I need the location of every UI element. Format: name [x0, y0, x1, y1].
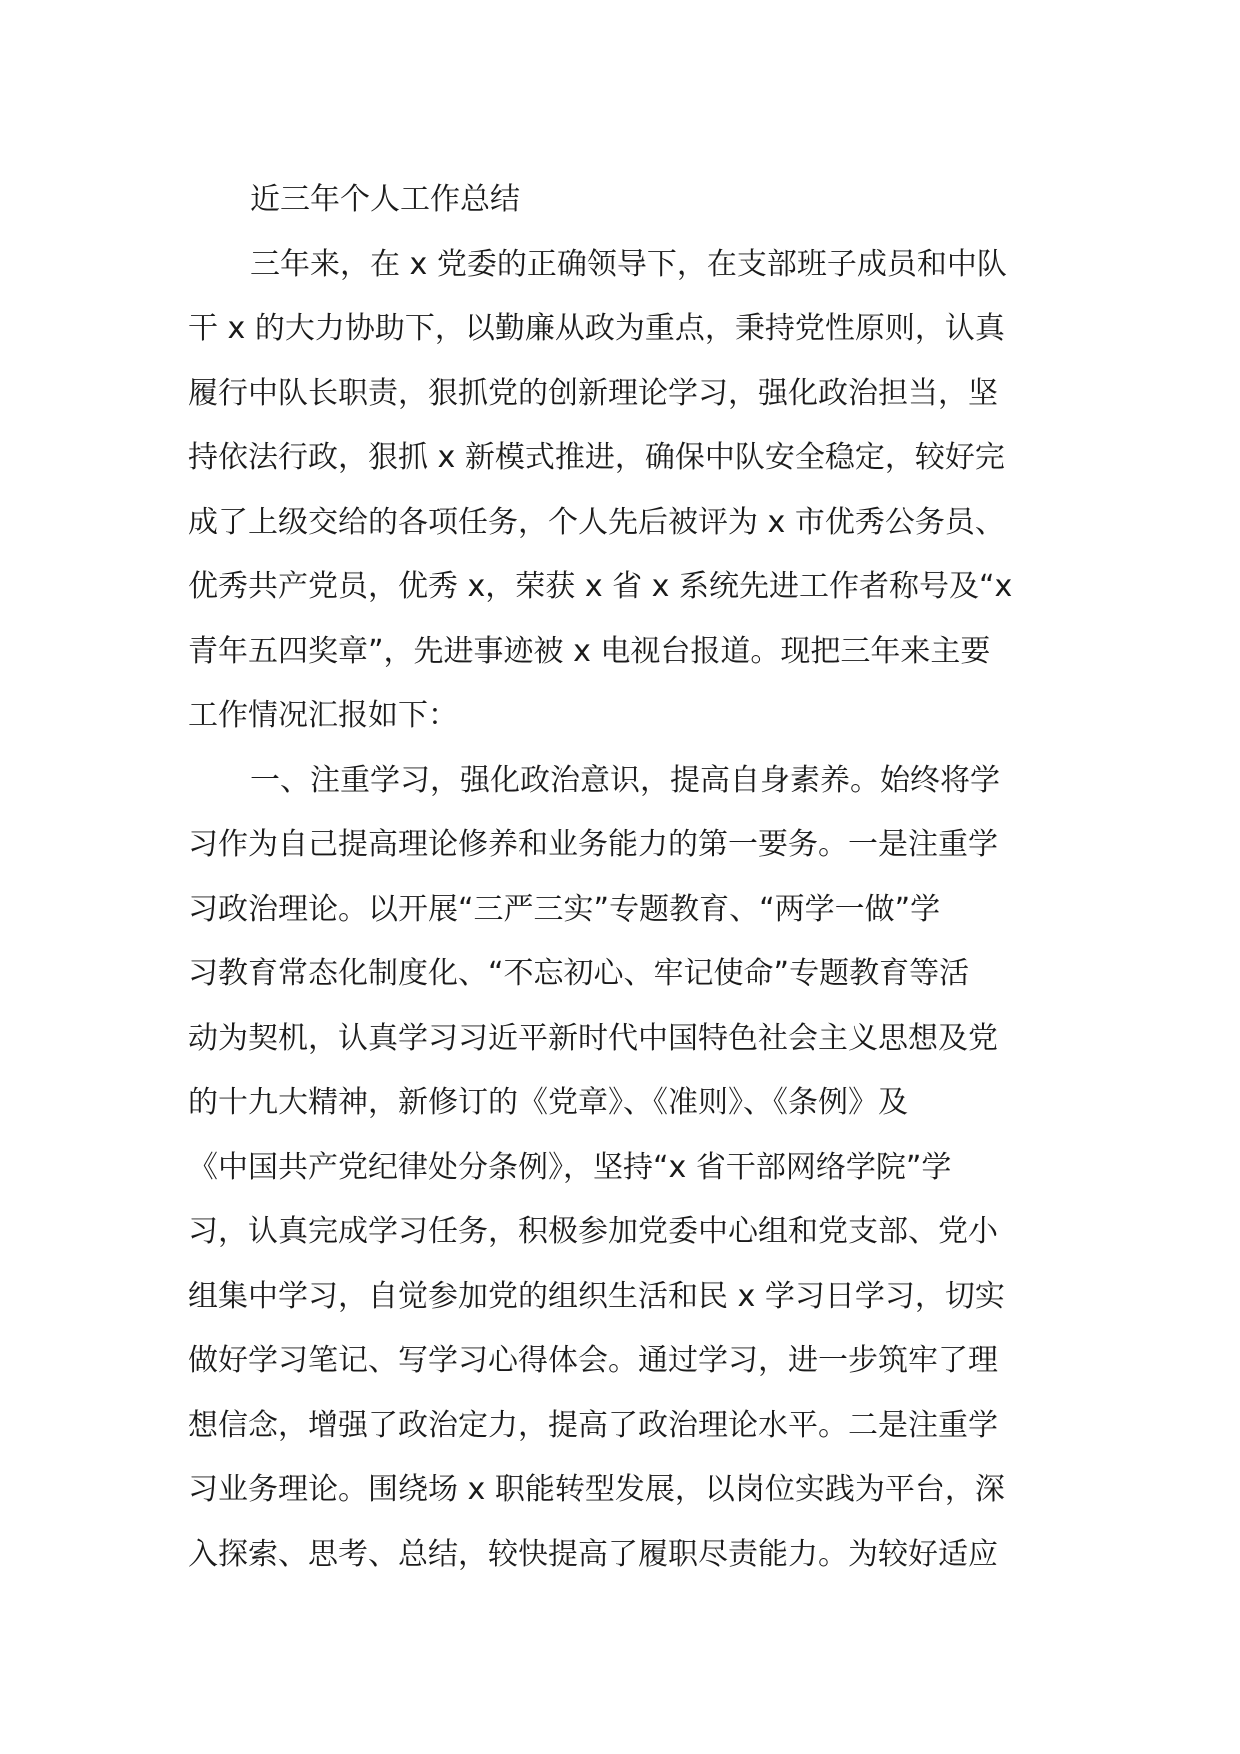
paragraph-line: 习政治理论。以开展“三严三实”专题教育、“两学一做”学	[188, 891, 941, 927]
paragraph-line: 动为契机，认真学习习近平新时代中国特色社会主义思想及党	[188, 1020, 998, 1056]
paragraph-line: 成了上级交给的各项任务，个人先后被评为 x 市优秀公务员、	[188, 504, 1005, 540]
paragraph-line: 入探索、思考、总结，较快提高了履职尽责能力。为较好适应	[188, 1536, 998, 1572]
paragraph-line: 习业务理论。围绕场 x 职能转型发展，以岗位实践为平台，深	[188, 1472, 1005, 1507]
document-title: 近三年个人工作总结	[250, 182, 520, 217]
paragraph-line: 三年来，在 x 党委的正确领导下，在支部班子成员和中队	[250, 246, 1007, 282]
paragraph-line: 履行中队长职责，狠抓党的创新理论学习，强化政治担当，坚	[188, 375, 998, 411]
paragraph-line: 的十九大精神，新修订的《党章》、《准则》、《条例》及	[188, 1085, 908, 1120]
paragraph-line: 工作情况汇报如下：	[188, 698, 458, 733]
paragraph-line: 做好学习笔记、写学习心得体会。通过学习，进一步筑牢了理	[188, 1343, 998, 1378]
paragraph-line: 习教育常态化制度化、“不忘初心、牢记使命”专题教育等活	[188, 956, 970, 991]
paragraph-line: 习，认真完成学习任务，积极参加党委中心组和党支部、党小	[188, 1214, 998, 1249]
paragraph-line: 一、注重学习，强化政治意识，提高自身素养。始终将学	[250, 762, 1000, 798]
paragraph-line: 组集中学习，自觉参加党的组织生活和民 x 学习日学习，切实	[188, 1278, 1005, 1314]
paragraph-line: 优秀共产党员，优秀 x，荣获 x 省 x 系统先进工作者称号及“x	[188, 569, 1013, 604]
paragraph-line: 干 x 的大力协助下，以勤廉从政为重点，秉持党性原则，认真	[188, 311, 1005, 346]
paragraph-line: 持依法行政，狠抓 x 新模式推进，确保中队安全稳定，较好完	[188, 440, 1005, 475]
paragraph-line: 习作为自己提高理论修养和业务能力的第一要务。一是注重学	[188, 827, 998, 862]
paragraph-line: 《中国共产党纪律处分条例》，坚持“x 省干部网络学院”学	[188, 1149, 952, 1185]
document-body	[188, 168, 1060, 1587]
paragraph-line: 想信念，增强了政治定力，提高了政治理论水平。二是注重学	[188, 1407, 998, 1443]
paragraph-line: 青年五四奖章”，先进事迹被 x 电视台报道。现把三年来主要	[188, 633, 991, 669]
